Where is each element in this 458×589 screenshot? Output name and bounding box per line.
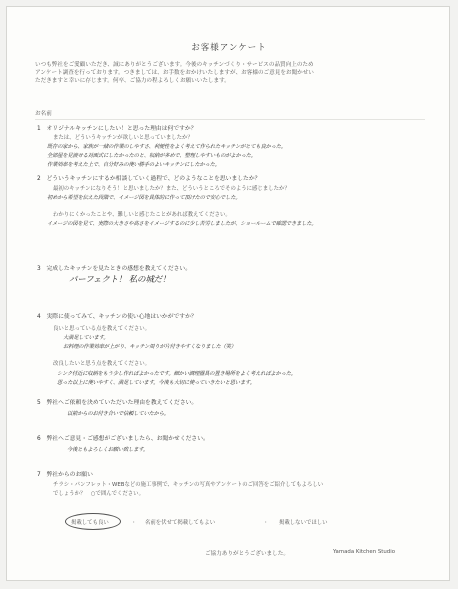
option-separator-2: ・: [263, 520, 269, 526]
answer-2-2: イメージの図を見て、実際の大きさや高さをイメージするのに少し苦労しましたが、ショールームで確認できました。: [47, 221, 317, 227]
question-5: 5 弊社へご依頼を決めていただいた理由を教えてください。: [37, 400, 198, 406]
answer-4-1-line-2: お料理の作業効率が上がり、キッチン周りが片付きやすくなりました（笑）: [63, 344, 236, 350]
question-3: 3 完成したキッチンを見たときの感想を教えてください。: [37, 266, 192, 272]
question-2: 2 どういうキッチンにするか相談していく過程で、どのようなことを思いましたか？: [37, 176, 261, 182]
question-4-sub-2: 改良したいと思う点を教えてください。: [53, 361, 151, 367]
answer-4-1-line-1: 大満足しています。: [63, 335, 109, 341]
question-6: 6 弊社へご意見・ご感想がございましたら、お聞かせください。: [37, 436, 209, 442]
intro-line-1: いつも弊社をご愛顧いただき、誠にありがとうございます。今後のキッチンづくり・サービスの品質向上のため: [35, 62, 314, 68]
answer-1-line-1: 既存の家から、家族が一緒の作業のしやすさ、利便性をよく考えて作られたキッチンがとても良かった。: [47, 144, 286, 150]
option-separator-1: ・: [131, 520, 137, 526]
question-7-text-2: でしょうか？ ○で囲んでください。: [53, 491, 144, 497]
question-4: 4 実際に使ってみて、キッチンの使い心地はいかがですか？: [37, 314, 197, 320]
answer-1-line-3: 作業効率を考えた上で、自分好みの使い勝手のよいキッチンにしたかった。: [47, 162, 220, 168]
divider: [35, 119, 425, 120]
question-2-sub-2: わかりにくかったことや、難しいと感じたことがあれば教えてください。: [53, 212, 231, 218]
page-title: お客様アンケート: [191, 43, 267, 53]
survey-sheet: [6, 6, 450, 581]
answer-3: パーフェクト！ 私の城だ！: [69, 275, 171, 285]
intro-line-2: アンケート調査を行っております。つきましては、お手数をおかけいたしますが、お客様のご意見をお聞かせい: [35, 70, 314, 76]
intro-line-3: ただきますと幸いに存じます。何卒、ご協力の程よろしくお願いいたします。: [35, 78, 230, 84]
answer-2-1: 初めから希望を伝えた段階で、イメージ図を具体的に作って頂けたので安心でした。: [47, 195, 241, 201]
answer-1-line-2: 全部屋を見渡せる対面式にしたかったのと、収納が多めで、整理しやすいものがよかった。: [47, 153, 256, 159]
option-publish-ok[interactable]: 掲載しても良い: [71, 520, 109, 526]
question-7-text-1: チラシ・パンフレット・WEBなどの施工事例で、キッチンの写真やアンケートのご回答をご紹介してもよろしい: [53, 482, 324, 488]
name-label: お名前: [35, 111, 52, 117]
answer-6: 今後ともよろしくお願い致します。: [67, 447, 149, 453]
footer-company: Yamada Kitchen Studio: [333, 549, 395, 555]
question-1: 1 オリジナルキッチンにしたい！と思った理由は何ですか？: [37, 126, 197, 132]
question-1-sub: または、どういうキッチンが欲しいと思っていましたか？: [53, 135, 193, 141]
question-2-sub-1: 最初のキッチンになりそう！と思いましたか？また、どういうところでそのように感じましたか？: [53, 186, 290, 192]
option-publish-anonymous[interactable]: 名前を伏せて掲載してもよい: [145, 520, 216, 526]
answer-4-2-line-1: シンク付近に収納をもう少し作ればよかったです。細かい調理器具の置き場所をよく考えればよかった。: [57, 371, 296, 377]
question-4-sub-1: 良いと思っている点を教えてください。: [53, 326, 151, 332]
answer-4-2-line-2: 思った以上に使いやすく、満足しています。今後も大切に使っていきたいと思います。: [57, 380, 255, 386]
answer-5: 以前からのお付き合いで信頼していたから。: [67, 411, 169, 417]
question-7: 7 弊社からのお願い: [37, 472, 93, 478]
footer-thanks: ご協力ありがとうございました。: [205, 551, 289, 557]
option-publish-no[interactable]: 掲載しないでほしい: [279, 520, 328, 526]
